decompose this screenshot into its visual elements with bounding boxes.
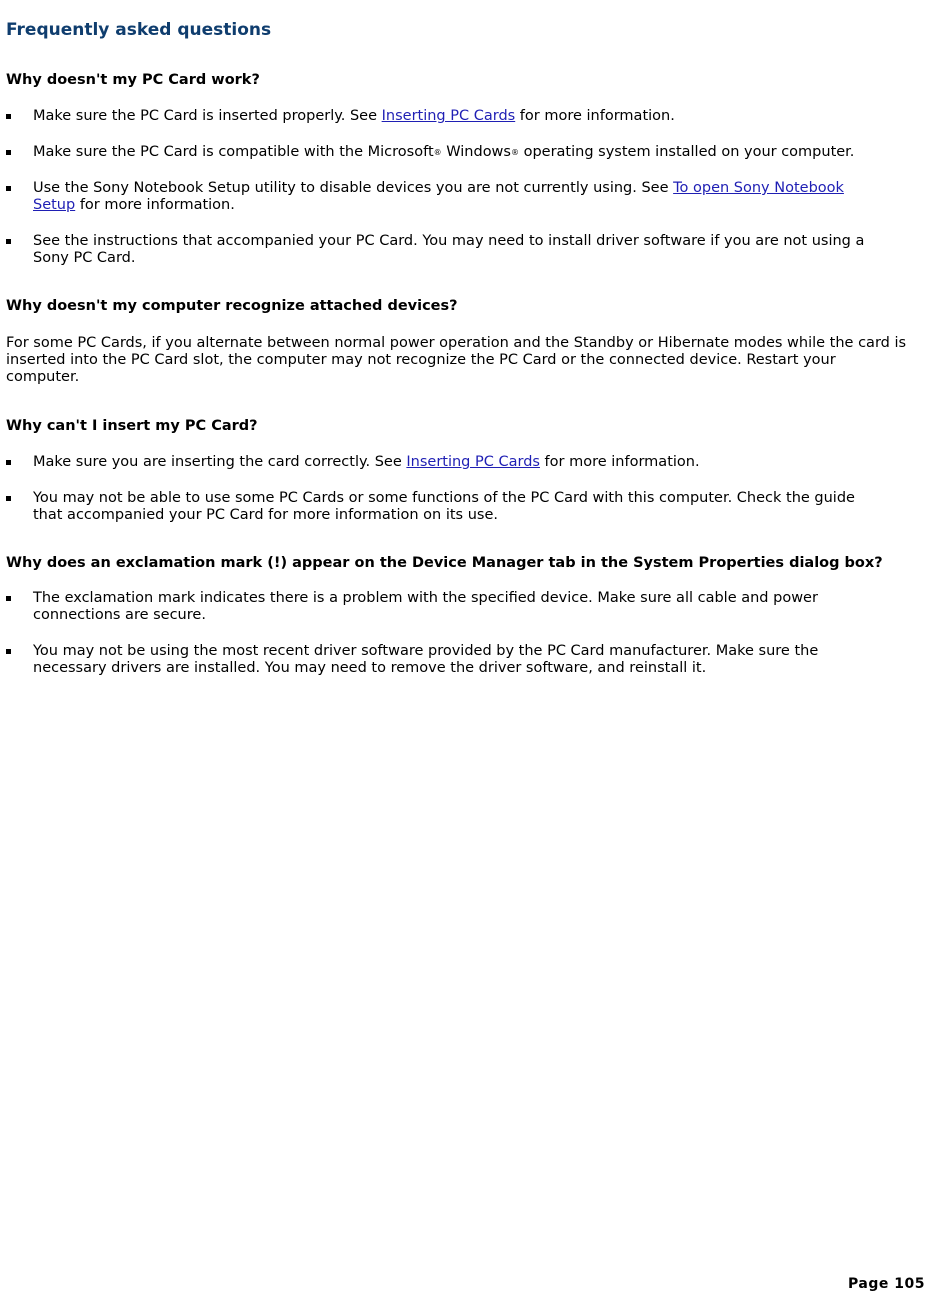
page-title: Frequently asked questions	[6, 20, 272, 40]
inserting-pc-cards-link[interactable]: Inserting PC Cards	[381, 108, 516, 124]
inserting-pc-cards-link[interactable]: Inserting PC Cards	[406, 454, 540, 470]
question-devices-not-recognized: Why doesn't my computer recognize attached devices?	[6, 298, 458, 314]
list-item: See the instructions that accompanied your PC Card. You may need to install driver software if you are not using a Sony PC Card.	[6, 233, 916, 267]
question-pc-card-not-working: Why doesn't my PC Card work?	[6, 72, 260, 88]
list-item: Make sure you are inserting the card correctly. See Inserting PC Cards for more information.	[6, 454, 916, 471]
bullet-icon	[6, 150, 11, 155]
bullet-icon	[6, 649, 11, 654]
bullet-icon	[6, 239, 11, 244]
bullet-icon	[6, 496, 11, 501]
bullet-icon	[6, 186, 11, 191]
list-item: Use the Sony Notebook Setup utility to disable devices you are not currently using. See To open Sony Notebook Setup for more information.	[6, 180, 916, 214]
bullet-icon	[6, 596, 11, 601]
bullet-icon	[6, 114, 11, 119]
list-item: You may not be able to use some PC Cards or some functions of the PC Card with this computer. Check the guide that accompanied your PC Card for more information on its use.	[6, 490, 916, 524]
sony-notebook-setup-link[interactable]: To open Sony Notebook Setup	[33, 180, 844, 213]
page-number: Page 105	[848, 1276, 925, 1292]
answer-paragraph: For some PC Cards, if you alternate between normal power operation and the Standby or Hibernate modes while the card is inserted into the PC Card slot, the computer may not recognize the PC Card or the connected device. Restart your computer.	[6, 335, 907, 385]
list-item: Make sure the PC Card is compatible with the Microsoft® Windows® operating system installed on your computer.	[6, 144, 916, 161]
list-item: Make sure the PC Card is inserted properly. See Inserting PC Cards for more information.	[6, 108, 916, 125]
bullet-icon	[6, 460, 11, 465]
list-item: You may not be using the most recent driver software provided by the PC Card manufacturer. Make sure the necessary drivers are installed. You may need to remove the driver software, and reinstall it.	[6, 643, 916, 677]
question-exclamation-mark: Why does an exclamation mark (!) appear on the Device Manager tab in the System Properties dialog box?	[6, 555, 883, 571]
question-cannot-insert-card: Why can't I insert my PC Card?	[6, 418, 258, 434]
list-item: The exclamation mark indicates there is a problem with the specified device. Make sure all cable and power connections are secure.	[6, 590, 916, 624]
